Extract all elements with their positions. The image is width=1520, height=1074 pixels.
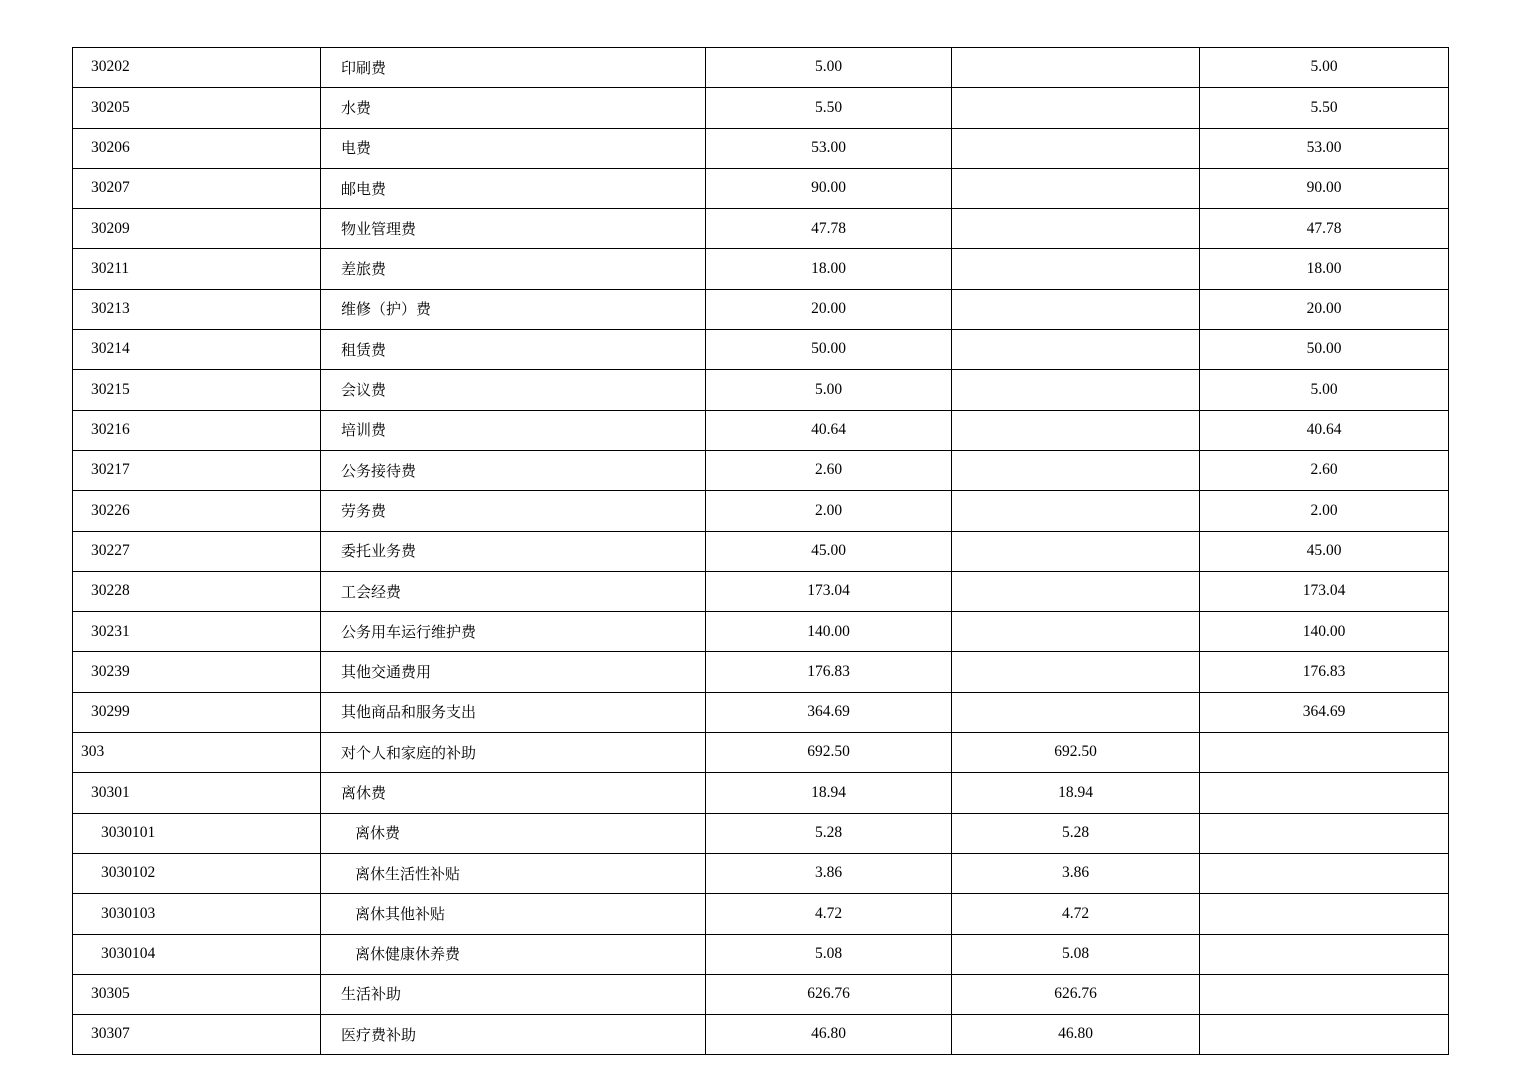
cell-subject-code: 30213	[73, 289, 321, 329]
table-row	[73, 853, 1449, 893]
cell-project-expenditure: 47.78	[1200, 209, 1449, 249]
table-row	[73, 974, 1449, 1014]
cell-basic-expenditure	[952, 88, 1200, 128]
cell-subject-code: 30216	[73, 410, 321, 450]
cell-subject-code: 3030101	[73, 813, 321, 853]
cell-project-expenditure	[1200, 773, 1449, 813]
cell-total: 5.50	[706, 88, 952, 128]
cell-project-expenditure: 2.00	[1200, 491, 1449, 531]
cell-project-expenditure: 20.00	[1200, 289, 1449, 329]
table-row	[73, 612, 1449, 652]
cell-project-expenditure: 90.00	[1200, 168, 1449, 208]
table-row	[73, 491, 1449, 531]
cell-project-expenditure: 2.60	[1200, 450, 1449, 490]
cell-subject-code: 30228	[73, 571, 321, 611]
cell-basic-expenditure	[952, 612, 1200, 652]
cell-project-expenditure	[1200, 733, 1449, 773]
table-row	[73, 894, 1449, 934]
cell-subject-name: 印刷费	[321, 48, 706, 88]
cell-subject-name: 劳务费	[321, 491, 706, 531]
cell-project-expenditure: 18.00	[1200, 249, 1449, 289]
cell-project-expenditure: 50.00	[1200, 330, 1449, 370]
table-row	[73, 249, 1449, 289]
cell-total: 40.64	[706, 410, 952, 450]
cell-basic-expenditure	[952, 410, 1200, 450]
cell-subject-name: 差旅费	[321, 249, 706, 289]
table-row	[73, 128, 1449, 168]
table-body	[73, 48, 1449, 1055]
cell-total: 20.00	[706, 289, 952, 329]
cell-subject-name: 电费	[321, 128, 706, 168]
cell-subject-name: 公务接待费	[321, 450, 706, 490]
cell-basic-expenditure: 46.80	[952, 1015, 1200, 1055]
cell-subject-name: 医疗费补助	[321, 1015, 706, 1055]
cell-subject-name: 离休其他补贴	[321, 894, 706, 934]
table-row	[73, 209, 1449, 249]
budget-expenditure-table	[72, 47, 1449, 1055]
cell-basic-expenditure	[952, 209, 1200, 249]
cell-basic-expenditure	[952, 128, 1200, 168]
cell-subject-name: 会议费	[321, 370, 706, 410]
cell-basic-expenditure: 5.08	[952, 934, 1200, 974]
cell-subject-name: 离休费	[321, 773, 706, 813]
cell-project-expenditure: 176.83	[1200, 652, 1449, 692]
table-row	[73, 168, 1449, 208]
cell-total: 5.08	[706, 934, 952, 974]
cell-project-expenditure	[1200, 894, 1449, 934]
cell-subject-code: 30239	[73, 652, 321, 692]
cell-subject-code: 30207	[73, 168, 321, 208]
cell-total: 5.00	[706, 48, 952, 88]
cell-project-expenditure: 5.00	[1200, 48, 1449, 88]
cell-total: 5.28	[706, 813, 952, 853]
table-row	[73, 450, 1449, 490]
cell-project-expenditure	[1200, 974, 1449, 1014]
cell-total: 692.50	[706, 733, 952, 773]
cell-total: 50.00	[706, 330, 952, 370]
cell-total: 18.00	[706, 249, 952, 289]
table-row	[73, 571, 1449, 611]
cell-basic-expenditure: 4.72	[952, 894, 1200, 934]
cell-total: 47.78	[706, 209, 952, 249]
cell-subject-name: 离休费	[321, 813, 706, 853]
cell-basic-expenditure	[952, 652, 1200, 692]
cell-basic-expenditure	[952, 531, 1200, 571]
cell-basic-expenditure	[952, 571, 1200, 611]
cell-subject-name: 工会经费	[321, 571, 706, 611]
table-row	[73, 934, 1449, 974]
cell-basic-expenditure	[952, 168, 1200, 208]
cell-subject-name: 培训费	[321, 410, 706, 450]
cell-basic-expenditure	[952, 48, 1200, 88]
cell-basic-expenditure	[952, 289, 1200, 329]
cell-total: 2.60	[706, 450, 952, 490]
cell-project-expenditure: 364.69	[1200, 692, 1449, 732]
cell-total: 45.00	[706, 531, 952, 571]
table-row	[73, 88, 1449, 128]
cell-project-expenditure: 140.00	[1200, 612, 1449, 652]
cell-subject-name: 其他交通费用	[321, 652, 706, 692]
cell-total: 364.69	[706, 692, 952, 732]
cell-total: 46.80	[706, 1015, 952, 1055]
cell-basic-expenditure	[952, 249, 1200, 289]
cell-subject-name: 公务用车运行维护费	[321, 612, 706, 652]
cell-subject-code: 30301	[73, 773, 321, 813]
cell-total: 626.76	[706, 974, 952, 1014]
table-row	[73, 692, 1449, 732]
cell-subject-name: 水费	[321, 88, 706, 128]
cell-subject-code: 30217	[73, 450, 321, 490]
cell-subject-code: 30231	[73, 612, 321, 652]
cell-total: 5.00	[706, 370, 952, 410]
cell-subject-code: 30209	[73, 209, 321, 249]
cell-subject-code: 3030102	[73, 853, 321, 893]
cell-project-expenditure	[1200, 813, 1449, 853]
cell-basic-expenditure	[952, 491, 1200, 531]
cell-basic-expenditure	[952, 692, 1200, 732]
cell-total: 140.00	[706, 612, 952, 652]
cell-project-expenditure: 5.00	[1200, 370, 1449, 410]
cell-project-expenditure: 40.64	[1200, 410, 1449, 450]
table-row	[73, 773, 1449, 813]
cell-project-expenditure	[1200, 934, 1449, 974]
cell-subject-code: 30205	[73, 88, 321, 128]
cell-subject-code: 30202	[73, 48, 321, 88]
cell-subject-code: 30299	[73, 692, 321, 732]
table-row	[73, 289, 1449, 329]
cell-project-expenditure	[1200, 1015, 1449, 1055]
table-row	[73, 330, 1449, 370]
cell-subject-name: 其他商品和服务支出	[321, 692, 706, 732]
cell-total: 90.00	[706, 168, 952, 208]
cell-subject-name: 生活补助	[321, 974, 706, 1014]
cell-subject-name: 委托业务费	[321, 531, 706, 571]
cell-total: 3.86	[706, 853, 952, 893]
cell-basic-expenditure	[952, 370, 1200, 410]
cell-total: 176.83	[706, 652, 952, 692]
cell-subject-code: 30211	[73, 249, 321, 289]
cell-basic-expenditure: 692.50	[952, 733, 1200, 773]
table-row	[73, 652, 1449, 692]
cell-subject-code: 3030103	[73, 894, 321, 934]
cell-basic-expenditure: 3.86	[952, 853, 1200, 893]
cell-project-expenditure	[1200, 853, 1449, 893]
cell-total: 4.72	[706, 894, 952, 934]
cell-basic-expenditure	[952, 330, 1200, 370]
cell-basic-expenditure: 18.94	[952, 773, 1200, 813]
table-row	[73, 733, 1449, 773]
cell-subject-code: 30215	[73, 370, 321, 410]
cell-subject-code: 30307	[73, 1015, 321, 1055]
cell-subject-code: 303	[73, 733, 321, 773]
cell-project-expenditure: 53.00	[1200, 128, 1449, 168]
cell-project-expenditure: 45.00	[1200, 531, 1449, 571]
table-row	[73, 531, 1449, 571]
cell-subject-name: 对个人和家庭的补助	[321, 733, 706, 773]
cell-total: 18.94	[706, 773, 952, 813]
table-row	[73, 48, 1449, 88]
cell-subject-name: 离休生活性补贴	[321, 853, 706, 893]
cell-subject-name: 离休健康休养费	[321, 934, 706, 974]
cell-total: 2.00	[706, 491, 952, 531]
cell-basic-expenditure: 5.28	[952, 813, 1200, 853]
cell-subject-code: 3030104	[73, 934, 321, 974]
cell-subject-code: 30206	[73, 128, 321, 168]
cell-subject-name: 维修（护）费	[321, 289, 706, 329]
cell-basic-expenditure	[952, 450, 1200, 490]
table-row	[73, 370, 1449, 410]
cell-subject-name: 物业管理费	[321, 209, 706, 249]
cell-total: 173.04	[706, 571, 952, 611]
cell-project-expenditure: 5.50	[1200, 88, 1449, 128]
cell-project-expenditure: 173.04	[1200, 571, 1449, 611]
cell-subject-code: 30214	[73, 330, 321, 370]
cell-subject-name: 邮电费	[321, 168, 706, 208]
cell-subject-name: 租赁费	[321, 330, 706, 370]
table-row	[73, 410, 1449, 450]
table-row	[73, 813, 1449, 853]
cell-subject-code: 30226	[73, 491, 321, 531]
cell-subject-code: 30227	[73, 531, 321, 571]
table-row	[73, 1015, 1449, 1055]
cell-subject-code: 30305	[73, 974, 321, 1014]
cell-basic-expenditure: 626.76	[952, 974, 1200, 1014]
cell-total: 53.00	[706, 128, 952, 168]
